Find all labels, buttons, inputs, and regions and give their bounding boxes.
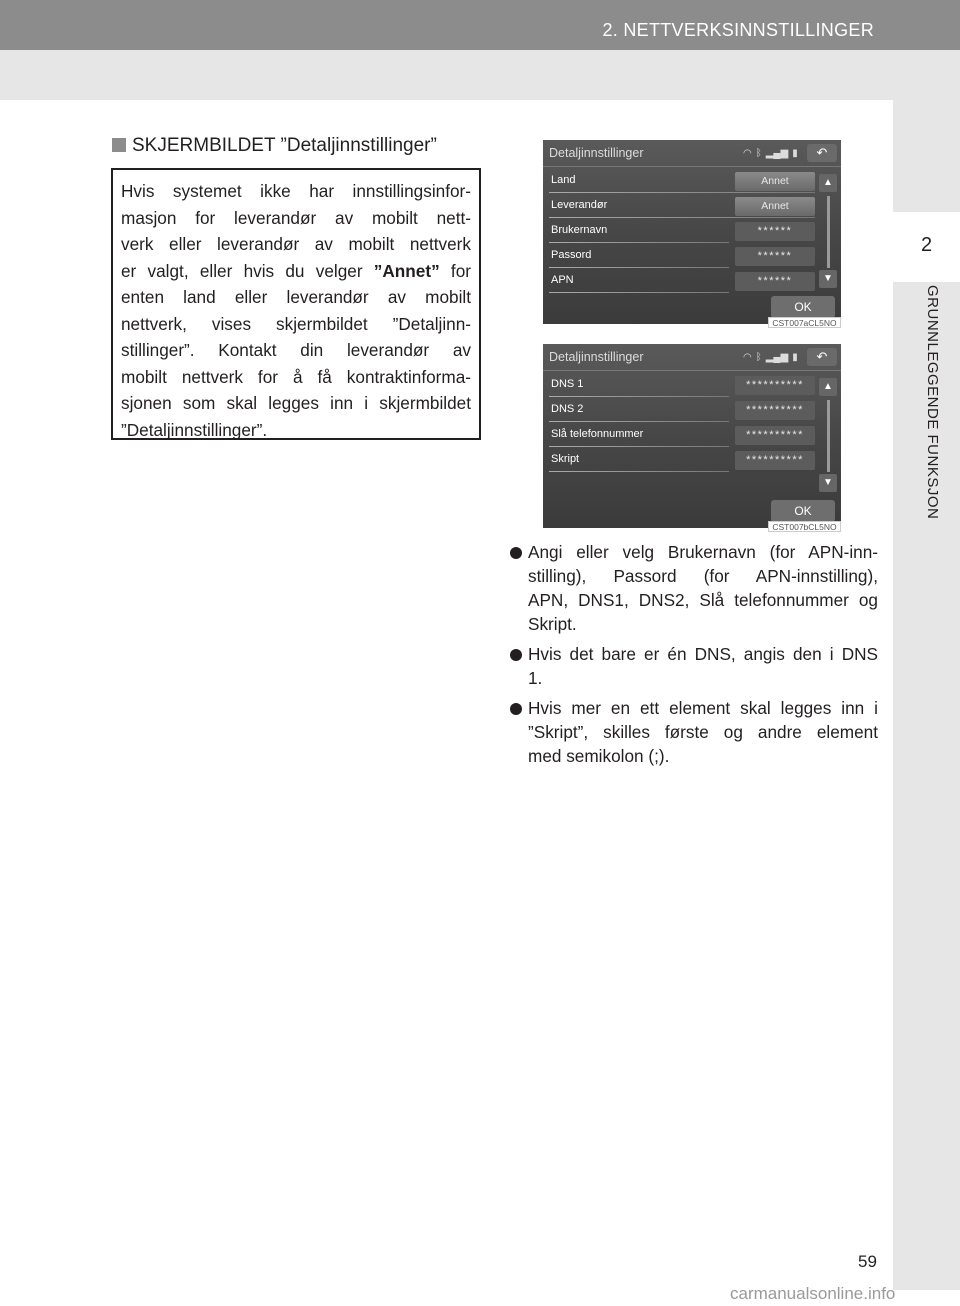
detail-settings-screen-2 [543, 344, 841, 528]
wifi-icon: ◠ [743, 352, 752, 363]
setting-row-phone-number[interactable] [549, 425, 815, 447]
screen-title: Detaljinnstillinger [549, 350, 644, 364]
row-label: Slå telefonnummer [551, 428, 644, 440]
scrollbar[interactable] [827, 196, 830, 268]
screen-title: Detaljinnstillinger [549, 146, 644, 160]
bluetooth-icon: ᛒ [755, 148, 762, 159]
back-button[interactable]: ↶ [807, 144, 837, 162]
detail-settings-screen-1 [543, 140, 841, 324]
row-label: Skript [551, 453, 580, 465]
page-number: 59 [858, 1252, 877, 1271]
bullet-list [510, 540, 878, 774]
bullet-dot-icon [510, 703, 522, 715]
watermark-link[interactable]: carmanualsonline.info [730, 1284, 896, 1303]
info-line: mobilt nettverk for å få kontraktinforma- [121, 366, 471, 387]
info-line: verk eller leverandør av mobilt nettverk [121, 234, 471, 254]
bluetooth-icon: ᛒ [755, 352, 762, 363]
bullet-item [510, 696, 878, 768]
info-line: enten land eller leverandør av mobilt [121, 287, 471, 307]
bullet-line: med semikolon (;). [528, 746, 670, 766]
info-line: Hvis systemet ikke har innstillingsinfor- [121, 181, 471, 201]
info-line-pre: er valgt, eller hvis du velger [121, 260, 374, 281]
row-divider [549, 192, 815, 193]
row-value: ****** [735, 247, 815, 266]
row-divider [549, 471, 729, 472]
image-code: CST007bCL5NO [768, 521, 841, 532]
row-label: DNS 2 [551, 403, 584, 415]
bullet-line: Angi eller velg Brukernavn (for APN-inn- [528, 542, 878, 562]
bullet-line: Hvis det bare er én DNS, angis den i DNS [528, 644, 878, 664]
status-icons [743, 148, 803, 160]
ok-button[interactable]: OK [771, 296, 835, 318]
info-line: sjonen som skal legges inn i skjermbildet [121, 393, 471, 413]
bullet-line: Skript. [528, 614, 577, 634]
scroll-up-button[interactable]: ▲ [819, 378, 837, 396]
title-divider [543, 370, 841, 371]
row-label: DNS 1 [551, 378, 584, 390]
row-divider [549, 446, 729, 447]
chapter-number-box [893, 212, 960, 282]
status-icons [743, 352, 803, 364]
row-value: ****** [735, 272, 815, 291]
info-line-post: for [439, 260, 471, 281]
heading-prefix: SKJERMBILDET ” [132, 135, 287, 156]
chapter-label: GRUNNLEGGENDE FUNKSJON [924, 285, 941, 520]
row-value: ****** [735, 222, 815, 241]
bullet-line: ”Skript”, skilles første og andre element [528, 722, 878, 742]
scroll-up-button[interactable]: ▲ [819, 174, 837, 192]
setting-row-script[interactable] [549, 450, 815, 472]
battery-icon: ▮ [792, 148, 798, 159]
info-line: masjon for leverandør av mobilt nett- [121, 207, 471, 228]
row-label: Brukernavn [551, 224, 608, 236]
setting-row-dns1[interactable] [549, 375, 815, 397]
bullet-item [510, 642, 878, 690]
row-label: Passord [551, 249, 592, 261]
annet-term: ”Annet” [373, 260, 440, 281]
info-box [111, 168, 481, 440]
chapter-title: 2. NETTVERKSINNSTILLINGER [602, 20, 874, 40]
row-divider [549, 421, 729, 422]
heading-square-icon [112, 138, 126, 152]
row-divider [549, 292, 729, 293]
setting-row-apn[interactable] [549, 271, 815, 293]
wifi-icon: ◠ [743, 148, 752, 159]
setting-row-land[interactable] [549, 171, 815, 193]
heading-suffix: ” [430, 135, 437, 156]
signal-icon: ▂▄▆ [765, 352, 789, 363]
bullet-line: APN, DNS1, DNS2, Slå telefonnummer og [528, 590, 878, 610]
row-divider [549, 217, 815, 218]
setting-row-brukernavn[interactable] [549, 221, 815, 243]
heading-name: Detaljinnstillinger [286, 135, 431, 156]
setting-row-passord[interactable] [549, 246, 815, 268]
scrollbar[interactable] [827, 400, 830, 472]
row-divider [549, 396, 729, 397]
bullet-dot-icon [510, 547, 522, 559]
row-value: Annet [735, 197, 815, 216]
row-divider [549, 267, 729, 268]
image-code: CST007aCL5NO [768, 317, 841, 328]
row-label: APN [551, 274, 574, 286]
row-value: ********** [735, 426, 815, 445]
bullet-line: 1. [528, 668, 543, 688]
scroll-down-button[interactable]: ▼ [819, 270, 837, 288]
row-value: ********** [735, 401, 815, 420]
battery-icon: ▮ [792, 352, 798, 363]
bullet-line: stilling), Passord (for APN-innstilling), [528, 566, 878, 586]
title-divider [543, 166, 841, 167]
header-strip [0, 50, 960, 100]
info-line: nettverk, vises skjermbildet ”Detaljinn- [121, 313, 471, 334]
header-band [0, 0, 960, 50]
scroll-down-button[interactable]: ▼ [819, 474, 837, 492]
info-line: stillinger”. Kontakt din leverandør av [121, 340, 471, 360]
ok-button[interactable]: OK [771, 500, 835, 522]
back-button[interactable]: ↶ [807, 348, 837, 366]
section-heading [112, 135, 437, 157]
info-line-annet [121, 258, 471, 285]
row-label: Land [551, 174, 576, 186]
bullet-dot-icon [510, 649, 522, 661]
setting-row-leverandor[interactable] [549, 196, 815, 218]
chapter-number: 2 [920, 234, 933, 256]
row-divider [549, 242, 729, 243]
row-label: Leverandør [551, 199, 608, 211]
signal-icon: ▂▄▆ [765, 148, 789, 159]
info-line: ”Detaljinnstillinger”. [121, 419, 268, 440]
setting-row-dns2[interactable] [549, 400, 815, 422]
row-value: ********** [735, 451, 815, 470]
row-value: ********** [735, 376, 815, 395]
bullet-line: Hvis mer en ett element skal legges inn i [528, 698, 878, 718]
bullet-item [510, 540, 878, 636]
row-value: Annet [735, 172, 815, 191]
